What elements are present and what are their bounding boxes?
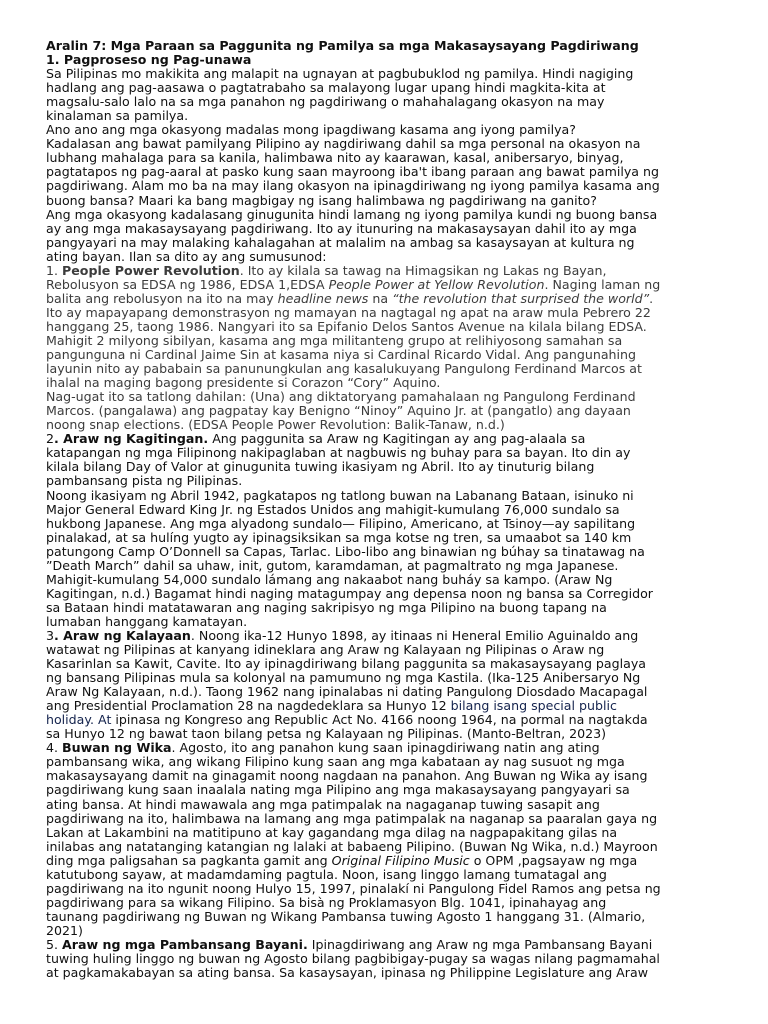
text-fragment: ipinasa ng Kongreso ang Republic Act No. 4166 noong 1964, na pormal na nagtakda (111, 712, 648, 728)
text-fragment: . Agosto, ito ang panahon kung saan ipinagdiriwang natin ang ating (171, 740, 600, 756)
item-pambansang-bayani (46, 938, 732, 980)
text-fragment: . (649, 290, 654, 306)
text-line: Ito ay mapayapang demonstrasyon ng mamayan na nagtagal ng apat na araw mula Pebrero 22 (46, 304, 651, 320)
text-line: lubhang mahalaga para sa kanila, halimbawa nito ay kaarawan, kasal, anibersaryo, binyag, (46, 150, 624, 166)
text-fragment: . Naging laman ng (544, 276, 661, 292)
text-line (46, 699, 732, 713)
text-line: lumaban hanggang kamatayan. (46, 613, 248, 629)
item-number: 4. (46, 740, 63, 756)
text-line: Marcos. (pangalawa) ang pagpatay kay Benigno “Ninoy” Aquino Jr. at (pangatlo) ang dayaan (46, 403, 631, 419)
text-line: patungong Camp O’Donnell sa Capas, Tarlac. Libo-libo ang binawian ng búhay sa tinatawag na (46, 543, 645, 559)
text-line: noong snap elections. (EDSA People Power Revolution: Balik-Tanaw, n.d.) (46, 417, 505, 433)
text-line: Mahigit-kumulang 54,000 sundalo lámang ang nakaabot nang buháy sa kampo. (Araw Ng (46, 571, 613, 587)
text-line: Major General Edward King Jr. ng Estados Unidos ang mahigit-kumulang 76,000 sundalo sa (46, 501, 620, 517)
item-number: 5. (46, 937, 63, 952)
item-first-line (46, 264, 732, 278)
text-line: Ano ano ang mga okasyong madalas mong ipagdiwang kasama ang iyong pamilya? (46, 122, 576, 138)
text-fragment: o OPM ,pagsayaw ng mga (469, 852, 638, 868)
lesson-title: Aralin 7: Mga Paraan sa Paggunita ng Pamilya sa mga Makasaysayang Pagdiriwang (46, 38, 639, 53)
item-number: 3 (46, 627, 55, 643)
text-line: layunin nito ay pababain sa panunungkulan ang kasalukuyang Pangulong Ferdinand Marcos at (46, 361, 642, 377)
text-line: pagtatapos ng pag-aaral at pasko kung saan mayroong iba't ibang paraan ang bawat pamilya ng (46, 164, 660, 180)
text-line: ating bansa. At hindi mawawala ang mga patimpalak na nagaganap tuwing sasapit ang (46, 796, 600, 812)
text-line: ng bansang Pilipinas mula sa kolonyal na pamumuno ng mga Kastila. (Ika-125 Anibersaryo Ng (46, 670, 641, 686)
item-heading: Buwan ng Wika (62, 740, 172, 756)
emphasis-text: headline news (277, 290, 369, 306)
text-line: Sa Pilipinas mo makikita ang malapit na ugnayan at pagbubuklod ng pamilya. Hindi nagiging (46, 66, 634, 82)
text-fragment: na (368, 290, 393, 306)
text-line: watawat ng Pilipinas at kanyang idineklara ang Araw ng Kalayaan ng Pilipinas o Araw ng (46, 642, 605, 658)
text-line: Mahigit 2 milyong sibilyan, kasama ang mga militanteng grupo at relihiyosong samahan sa (46, 332, 623, 348)
text-line: ihalal na maging bagong presidente si Corazon “Cory” Aquino. (46, 375, 441, 391)
text-fragment: Ang paggunita sa Araw ng Kagitingan ay ang pag-alaala sa (208, 431, 586, 447)
emphasis-text: Original Filipino Music (331, 852, 470, 868)
text-fragment: Ipinagdiriwang ang Araw ng mga Pambansang Bayani (307, 937, 653, 952)
item-first-line (46, 938, 732, 952)
text-fragment: Rebolusyon sa EDSA ng 1986, EDSA 1,EDSA (46, 276, 329, 292)
text-line: kinalaman sa pamilya. (46, 108, 189, 124)
item-number: 1. (46, 262, 63, 278)
item-first-line (46, 432, 732, 446)
item-first-line (46, 741, 732, 755)
text-line: ”Death March” dahil sa uhaw, init, gutom, karamdaman, at pagmaltrato ng mga Japanese. (46, 557, 619, 573)
emphasis-text: People Power at Yellow Revolution (328, 276, 545, 292)
text-line: pambansang wika, ang wikang Filipino kung saan ang mga kabataan ay nag susuot ng mga (46, 754, 625, 770)
item-people-power (46, 264, 732, 433)
item-first-line (46, 629, 732, 643)
text-fragment: ding mga paligsahan sa pagkanta gamit ang (46, 852, 332, 868)
text-line: pagdiriwang para sa wikang Filipino. Sa bisà ng Proklamasyon Blg. 1041, ipinahayag ang (46, 894, 607, 910)
text-fragment: holiday. At (46, 712, 112, 728)
text-line (46, 278, 732, 292)
text-line: katapangan ng mga Filipinong nakipaglaban at nagbuwis ng buhay para sa bayan. Ito din ay (46, 445, 631, 461)
text-fragment: . Ito ay kilala sa tawag na Himagsikan ng Lakas ng Bayan, (239, 262, 607, 278)
text-line: magsalu-salo lalo na sa mga panahon ng pagdiriwang o mahahalagang okasyon na may (46, 94, 605, 110)
item-buwan-ng-wika (46, 741, 732, 938)
text-line: sa Bataan hindi matatawaran ang naging sakripisyo ng mga Pilipino na buong tapang na (46, 599, 607, 615)
text-line (46, 854, 732, 868)
text-line: pangyayari na may malaking kahalagahan at malalim na ambag sa kasaysayan at kultura ng (46, 234, 635, 250)
text-line: Kadalasan ang bawat pamilyang Pilipino ay nagdiriwang dahil sa mga personal na okasyon na (46, 136, 641, 152)
text-line: Kasarinlan sa Kawit, Cavite. Ito ay ipinagdiriwang bilang paggunita sa makasaysayang paglaya (46, 656, 647, 672)
text-line: ating bayan. Ilan sa dito ay ang sumusunod: (46, 248, 327, 264)
item-heading: . Araw ng Kagitingan. (54, 431, 209, 447)
intro-paragraphs (46, 67, 732, 264)
text-line: 2021) (46, 922, 83, 938)
text-line: ay ang mga makasaysayang pagdiriwang. Ito ay itunuring na makasaysayan dahil ito ay mga (46, 220, 637, 236)
text-line: pinalakad, at sa hulíng yugto ay ipinagsiksikan sa mga kotse ng tren, sa umaabot sa 140 km (46, 529, 632, 545)
item-number: 2 (46, 431, 55, 447)
text-line: at pagkamakabayan sa ating bansa. Sa kasaysayan, ipinasa ng Philippine Legislature ang Araw (46, 965, 648, 981)
text-line: Noong ikasiyam ng Abril 1942, pagkatapos ng tatlong buwan na Labanang Bataan, isinuko ni (46, 487, 634, 503)
item-heading: . Araw ng Kalayaan (54, 627, 191, 643)
text-fragment: bilang isang special public (450, 698, 617, 714)
text-line: Araw Ng Kalayaan, n.d.). Taong 1962 nang ipinalabas ni dating Pangulong Diosdado Macapagal (46, 684, 648, 700)
text-line: makasaysayang damit na ginagamit noong nagdaan na panahon. Ang Buwan ng Wika ay isang (46, 768, 648, 784)
text-line: hukbong Japanese. Ang mga alyadong sundalo— Filipino, Americano, at Tsinoy—ay sapilitang (46, 515, 636, 531)
text-line: tuwing huling linggo ng buwan ng Agosto bilang pagbibigay-pugay sa wagas nilang pagmamahal (46, 951, 660, 967)
text-line: inilabas ang natatanging katangian ng lalaki at babaeng Pilipino. (Buwan Ng Wika, n.d.) Mayroon (46, 838, 658, 854)
text-line: kilala bilang Day of Valor at ginugunita tuwing ikasiyam ng Abril. Ito ay tinuturig bilang (46, 459, 595, 475)
text-line: taunang pagdiriwang ng Buwan ng Wikang Pambansa tuwing Agosto 1 hanggang 31. (Almario, (46, 908, 646, 924)
text-line: hanggang 25, taong 1986. Nangyari ito sa Epifanio Delos Santos Avenue na kilala bilang EDSA. (46, 318, 647, 334)
text-line: pagdiriwang. Alam mo ba na may ilang okasyon na ipinagdiriwang ng iyong pamilya kasama ang (46, 178, 660, 194)
text-line (46, 713, 732, 727)
text-line: pagdiriwang na ito, halimbawa na lamang ang mga patimpalak na naganap sa paaralan gaya ng (46, 810, 658, 826)
text-line: hadlang ang pag-aasawa o pagtatrabaho sa malayong lugar upang hindi magkita-kita at (46, 80, 606, 96)
text-line: pangunguna ni Cardinal Jaime Sin at kasama niya si Cardinal Ricardo Vidal. Ang pangunahing (46, 347, 637, 363)
text-line (46, 292, 732, 306)
text-line: sa Hunyo 12 ng bawat taon bilang petsa ng Kalayaan ng Pilipinas. (Manto-Beltran, 2023) (46, 726, 607, 742)
item-heading: Araw ng mga Pambansang Bayani. (62, 937, 308, 952)
text-line: pambansang pista ng Pilipinas. (46, 473, 243, 489)
item-araw-ng-kalayaan (46, 629, 732, 741)
text-line: Lakan at Lakambini na matitipuno at kay gagandang mga dilag na nagpapakitang gilas na (46, 824, 618, 840)
text-line: Ang mga okasyong kadalasang ginugunita hindi lamang ng iyong pamilya kundi ng buong bansa (46, 206, 658, 222)
text-fragment: balita ang rebolusyon na ito na may (46, 290, 278, 306)
text-line: Nag-ugat ito sa tatlong dahilan: (Una) ang diktatoryang pamahalaan ng Pangulong Ferdinand (46, 389, 636, 405)
emphasis-text: “the revolution that surprised the world” (392, 290, 650, 306)
text-line: Kagitingan, n.d.) Bagamat hindi naging matagumpay ang depensa noon ng bansa sa Corregidor (46, 585, 653, 601)
item-araw-ng-kagitingan (46, 432, 732, 629)
text-fragment: . Noong ika-12 Hunyo 1898, ay itinaas ni Heneral Emilio Aguinaldo ang (190, 627, 639, 643)
text-line: pagdiriwang na ito ngunit noong Hulyo 15, 1997, pinalakí ni Pangulong Fidel Ramos ang petsa ng (46, 880, 661, 896)
text-line: pagdiriwang kung saan inaalala nating mga Pilipino ang mga makasaysayang pangyayari sa (46, 782, 630, 798)
text-fragment: ang Presidential Proclamation 28 na nagdedeklara sa Hunyo 12 (46, 698, 451, 714)
text-line: buong bansa? Maari ka bang magbigay ng isang halimbawa ng pagdiriwang na ganito? (46, 192, 597, 208)
text-line: katutubong sayaw, at madamdaming pagtula. Noon, isang linggo lamang tumatagal ang (46, 866, 607, 882)
item-heading: People Power Revolution (62, 262, 240, 278)
section-heading: 1. Pagproseso ng Pag-unawa (46, 52, 252, 68)
